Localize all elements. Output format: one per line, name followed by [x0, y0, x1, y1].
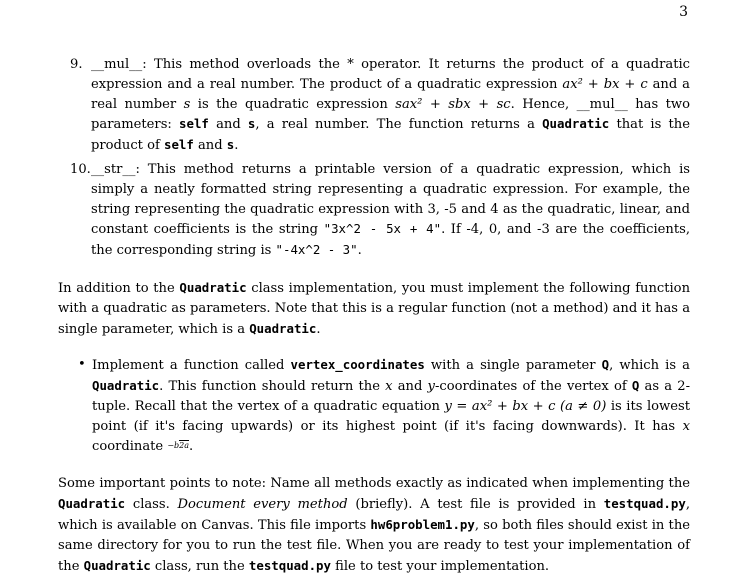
- code-string: "3x^2 - 5x + 4": [323, 221, 442, 237]
- code-class: Quadratic: [83, 557, 151, 573]
- math-fraction: [167, 442, 189, 450]
- code-filename: testquad.py: [248, 557, 331, 573]
- code-param: s: [247, 116, 256, 132]
- code-param: s: [226, 137, 235, 153]
- paragraph-notes: [58, 474, 690, 576]
- page-number: 3: [679, 4, 688, 20]
- text: is its lowest point (if it's facing upwards) or its highest point (if it's facing downwards). It has: [92, 398, 690, 434]
- code-param: self: [179, 116, 209, 132]
- code-class: Quadratic: [542, 116, 610, 132]
- method-name-mul: __mul__: [91, 57, 143, 72]
- text: and a real number: [91, 76, 690, 112]
- code-function: vertex_coordinates: [290, 357, 425, 373]
- paragraph-intro: [58, 278, 690, 339]
- code-param: Q: [601, 357, 610, 373]
- math-equation: y = ax² + bx + c (a ≠ 0): [444, 398, 607, 414]
- text: is the quadratic expression: [190, 96, 396, 112]
- text: In addition to the: [58, 280, 180, 296]
- math-expression: ax² + bx + c: [562, 76, 648, 92]
- text: -coordinates of the vertex of: [434, 379, 632, 395]
- math-var: s: [183, 96, 191, 112]
- math-var: y: [427, 379, 435, 395]
- text: .: [316, 321, 321, 337]
- text: file to test your implementation.: [330, 558, 550, 574]
- text: and: [392, 379, 428, 395]
- text: , so both files should exist in the same directory for you to run the test file. When you are ready to test your implementation of the: [58, 517, 691, 574]
- item-number: 9.: [70, 57, 83, 72]
- text: : This method returns a printable version of a quadratic expression, which is simply a neatly formatted string representing a quadratic expression. For example, the string representing the quadratic expression with 3, -5 and 4 as the quadratic, linear, and constant coefficients is the string: [91, 161, 690, 238]
- code-class: Quadratic: [179, 279, 247, 295]
- text: . If -4, 0, and -3 are the coefficients, the corresponding string is: [91, 222, 690, 259]
- math-var: x: [682, 418, 690, 434]
- code-class: Quadratic: [58, 496, 126, 512]
- text: . Hence,: [510, 96, 577, 112]
- code-string: "-4x^2 - 3": [275, 242, 358, 258]
- list-item-mul: [58, 55, 690, 156]
- text: .: [357, 243, 362, 259]
- text: : This method overloads the: [142, 57, 348, 72]
- math-expression: sax² + sbx + sc: [395, 96, 511, 112]
- emphasis-text: Document every method: [177, 497, 348, 513]
- method-name-mul: __mul__: [576, 96, 628, 112]
- text: class implementation, you must implement the following function with a quadratic as parameters. Note that this is a regular function (not a method) and it has a single parameter, which is a: [58, 280, 691, 337]
- text: and: [193, 138, 227, 154]
- text: (briefly). A test file is provided in: [347, 497, 604, 513]
- text: with a single parameter: [424, 358, 602, 374]
- fraction-denominator: 2a: [179, 440, 190, 450]
- text: .: [234, 138, 239, 154]
- text: as a 2-tuple. Recall that the vertex of a quadratic equation: [92, 379, 690, 414]
- code-param: Q: [631, 378, 640, 394]
- text: and: [208, 117, 248, 133]
- bullet-item-vertex: [58, 355, 690, 456]
- fraction-numerator: −b: [167, 440, 180, 450]
- method-name-str: __str__: [91, 161, 136, 177]
- text: Implement a function called: [92, 358, 291, 374]
- text: coordinate: [92, 438, 168, 454]
- text: class, run the: [150, 558, 249, 574]
- list-item-str: [58, 160, 690, 261]
- text: , which is a: [609, 358, 690, 374]
- bullet-list: [58, 355, 690, 456]
- text: . This function should return the: [159, 379, 386, 395]
- code-class: Quadratic: [249, 320, 317, 336]
- code-filename: hw6problem1.py: [370, 516, 475, 532]
- text: that is the product of: [91, 117, 690, 154]
- text: has two parameters:: [91, 96, 691, 133]
- text: Some important points to note: Name all methods exactly as indicated when implementing the: [58, 476, 690, 492]
- code-param: self: [164, 137, 194, 153]
- item-number: 10.: [70, 161, 91, 177]
- code-filename: testquad.py: [603, 496, 686, 512]
- bullet-icon: •: [78, 357, 86, 373]
- text: , which is available on Canvas. This file imports: [58, 497, 690, 533]
- code-class: Quadratic: [92, 378, 160, 394]
- text: class.: [125, 497, 178, 513]
- text: .: [189, 438, 194, 454]
- operator-symbol: *: [347, 57, 354, 72]
- page-content: [58, 55, 690, 576]
- math-var: x: [385, 379, 393, 395]
- text: , a real number. The function returns a: [255, 117, 543, 133]
- text: operator. It returns the product of a quadratic expression and a real number. The product of a quadratic expression: [91, 57, 690, 92]
